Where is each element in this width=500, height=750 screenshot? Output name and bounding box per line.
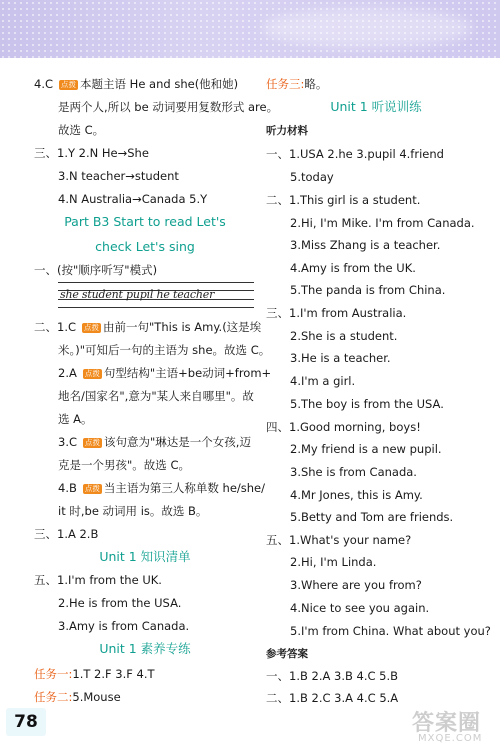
section-heading: check Let's sing (95, 239, 195, 254)
answer-line: 三、1.I'm from Australia. (266, 306, 407, 320)
answer-line: 五、1.What's your name? (266, 533, 412, 547)
answer-line: 5.The panda is from China. (290, 283, 446, 297)
header-banner (0, 0, 500, 58)
answer-line: 5.The boy is from the USA. (290, 397, 444, 411)
answer-line: 克是一个男孩"。故选 C。 (58, 458, 190, 472)
answer-line (34, 666, 155, 682)
section-heading: Unit 1 素养专练 (99, 641, 191, 656)
answer-line: 3.Miss Zhang is a teacher. (290, 238, 441, 252)
answer-line: 5.Betty and Tom are friends. (290, 510, 454, 524)
answer-line (34, 434, 251, 450)
hint-tag: 点拨 (85, 438, 101, 447)
answer-line (34, 689, 121, 705)
answer-line (34, 365, 271, 381)
answer-text: 略。 (304, 77, 328, 91)
answer-line: 4.Mr Jones, this is Amy. (290, 488, 423, 502)
answer-line: 3.Amy is from Canada. (58, 619, 190, 633)
answer-number: 二、1.C (34, 320, 77, 334)
answer-line: 2.He is from the USA. (58, 596, 182, 610)
answer-line: 2.Hi, I'm Linda. (290, 555, 377, 569)
section-heading: Unit 1 知识清单 (99, 549, 191, 564)
answer-text: 1.T 2.F 3.F 4.T (72, 667, 155, 681)
hint-tag: 点拨 (61, 80, 77, 89)
answer-line: 3.N teacher→student (58, 169, 179, 183)
answer-text: 当主语为第三人称单数 he/she/ (103, 481, 265, 495)
answer-line: 4.Amy is from the UK. (290, 261, 416, 275)
answer-number: 4.B (58, 481, 77, 495)
answer-line: 是两个人,所以 be 动词要用复数形式 are。 (58, 100, 279, 114)
answer-line: 4.I'm a girl. (290, 374, 356, 388)
watermark-url: MXQE.COM (418, 733, 483, 744)
watermark-text: 答案圈 (412, 711, 482, 736)
answer-line: 二、1.B 2.C 3.A 4.C 5.A (266, 691, 399, 705)
hint-tag: 点拨 (84, 369, 100, 378)
answer-line: 2.Hi, I'm Mike. I'm from Canada. (290, 216, 475, 230)
ruled-line (58, 282, 254, 283)
answer-text: 本题主语 He and she(他和她) (80, 77, 239, 91)
answer-line: 4.N Australia→Canada 5.Y (58, 192, 208, 206)
answer-number: 3.C (58, 435, 78, 449)
answer-text: 该句意为"琳达是一个女孩,迈 (104, 435, 251, 449)
handwriting-text: she student pupil he teacher (60, 288, 215, 301)
answer-line: 2.She is a student. (290, 329, 398, 343)
answer-line: 5.I'm from China. What about you? (290, 624, 491, 638)
answer-line: it 时,be 动词用 is。故选 B。 (58, 504, 208, 518)
subsection-title: 听力材料 (266, 125, 308, 137)
answer-line: 3.Where are you from? (290, 578, 422, 592)
answer-line: 一、1.USA 2.he 3.pupil 4.friend (266, 147, 444, 161)
task-label: 任务二: (34, 690, 73, 704)
answer-line: 3.He is a teacher. (290, 351, 391, 365)
answer-line (34, 76, 238, 92)
handwriting-box (58, 282, 254, 308)
answer-line: 一、(按"顺序听写"模式) (34, 263, 158, 277)
answer-line: 三、1.Y 2.N He→She (34, 146, 149, 160)
answer-line: 2.My friend is a new pupil. (290, 442, 442, 456)
answer-line (266, 76, 327, 92)
answer-text: 由前一句"This is Amy.(这是埃 (103, 320, 262, 334)
answer-text: 句型结构"主语+be动词+from+ (103, 366, 272, 380)
answer-line: 二、1.This girl is a student. (266, 193, 421, 207)
page-number: 78 (6, 708, 46, 736)
answer-line: 五、1.I'm from the UK. (34, 573, 162, 587)
task-label: 任务三: (266, 77, 305, 91)
answer-line: 米。)"可知后一句的主语为 she。故选 C。 (58, 343, 271, 357)
answer-line: 故选 C。 (58, 123, 105, 137)
answer-line: 选 A。 (58, 412, 93, 426)
banner-highlight (262, 8, 472, 48)
answer-line: 一、1.B 2.A 3.B 4.C 5.B (266, 669, 399, 683)
hint-tag: 点拨 (84, 484, 100, 493)
hint-tag: 点拨 (84, 323, 100, 332)
subsection-title: 参考答案 (266, 648, 308, 660)
answer-line: 三、1.A 2.B (34, 527, 99, 541)
answer-line: 四、1.Good morning, boys! (266, 420, 421, 434)
answer-line (34, 480, 265, 496)
answer-text: 5.Mouse (72, 690, 121, 704)
watermark-logo (412, 706, 498, 748)
answer-number: 2.A (58, 366, 77, 380)
answer-number: 4.C (34, 77, 54, 91)
answer-line: 4.Nice to see you again. (290, 601, 430, 615)
task-label: 任务一: (34, 667, 73, 681)
answer-line: 地名/国家名",意为"某人来自哪里"。故 (58, 389, 254, 403)
answer-line: 3.She is from Canada. (290, 465, 417, 479)
section-heading: Unit 1 听说训练 (330, 99, 422, 114)
answer-line: 5.today (290, 170, 334, 184)
answer-line (34, 319, 261, 335)
section-heading: Part B3 Start to read Let's (64, 214, 226, 229)
ruled-line (58, 307, 254, 308)
